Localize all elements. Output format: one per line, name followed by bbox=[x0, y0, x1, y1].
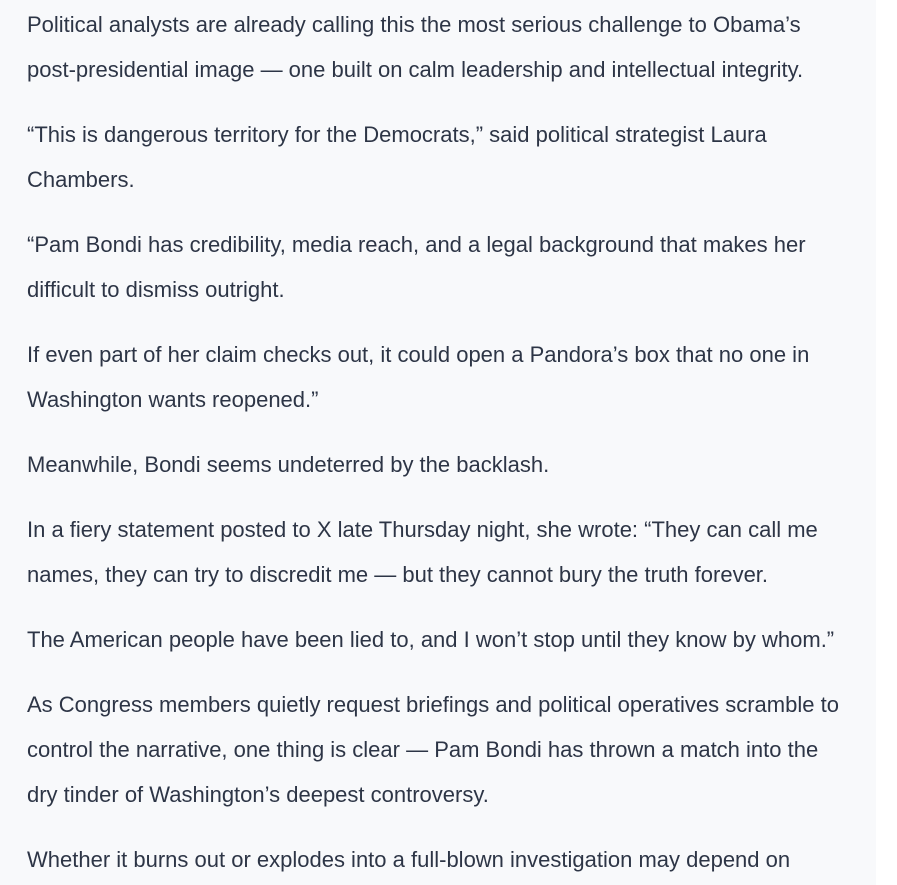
article-paragraph: “Pam Bondi has credibility, media reach, and a legal background that makes her difficult to dismiss outright. bbox=[27, 232, 806, 302]
article-paragraph: Political analysts are already calling this the most serious challenge to Obama’s post-presidential image — one built on calm leadership and intellectual integrity. bbox=[27, 12, 804, 82]
article-paragraph: In a fiery statement posted to X late Thursday night, she wrote: “They can call me names, they can try to discredit me — but they cannot bury the truth forever. bbox=[27, 517, 818, 587]
article-paragraph: If even part of her claim checks out, it could open a Pandora’s box that no one in Washington wants reopened.” bbox=[27, 342, 810, 412]
article-paragraph: The American people have been lied to, and I won’t stop until they know by whom.” bbox=[27, 627, 835, 652]
article-paragraph: Whether it burns out or explodes into a full-blown investigation may depend on bbox=[27, 847, 791, 872]
article-paragraph: “This is dangerous territory for the Democrats,” said political strategist Laura Chambers. bbox=[27, 122, 767, 192]
article-paragraph: Meanwhile, Bondi seems undeterred by the backlash. bbox=[27, 452, 550, 477]
page-right-gutter bbox=[876, 0, 897, 885]
article-body bbox=[27, 0, 851, 885]
article-paragraph: As Congress members quietly request briefings and political operatives scramble to control the narrative, one thing is clear — Pam Bondi has thrown a match into the dry tinder of Washington’s deepest controversy. bbox=[27, 692, 839, 807]
